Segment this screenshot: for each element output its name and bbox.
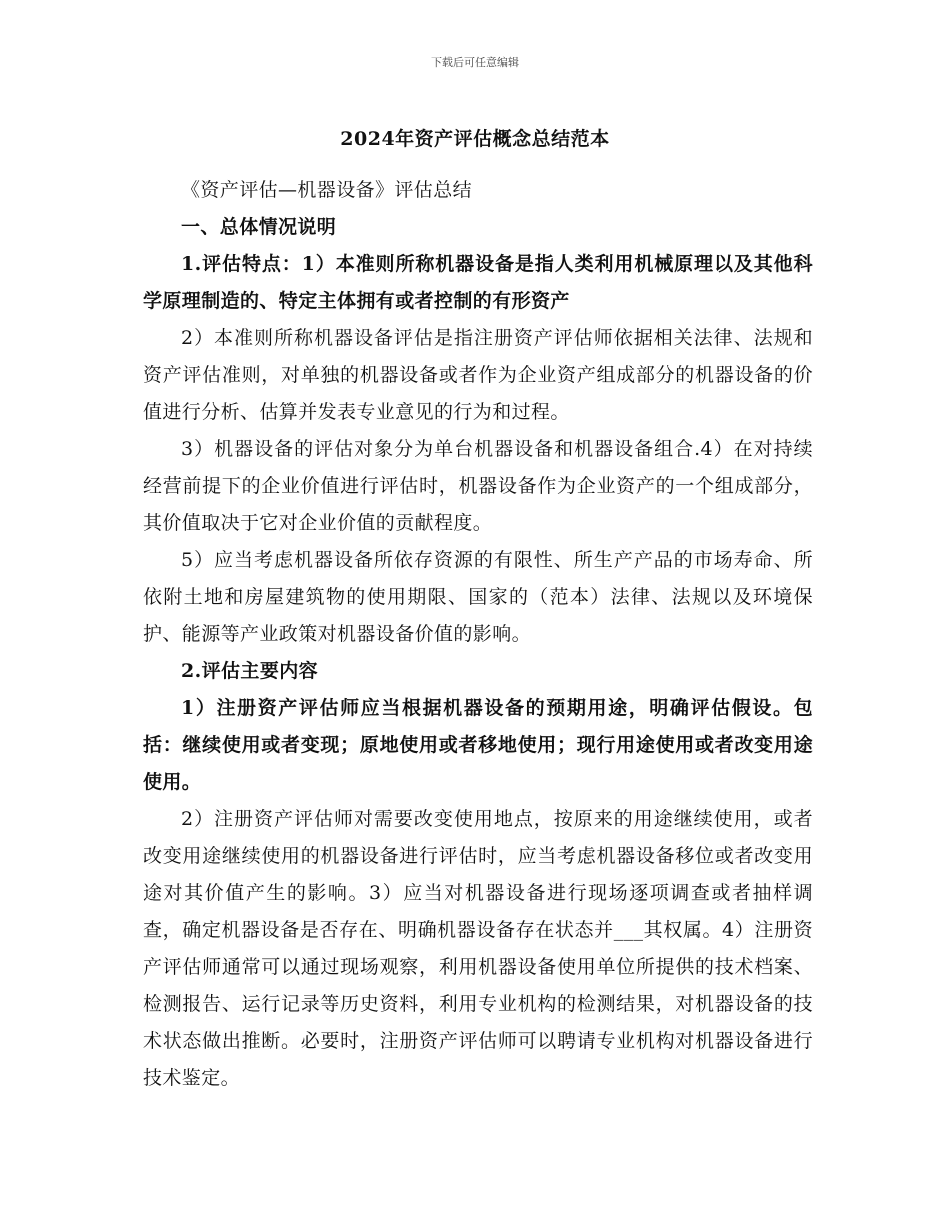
paragraph-evaluation-object: 3）机器设备的评估对象分为单台机器设备和机器设备组合.4）在对持续经营前提下的企业价值进行评估时，机器设备作为企业资产的一个组成部分，其价值取决于它对企业价值的贡献程度。 (143, 438, 813, 534)
document-title: 2024年资产评估概念总结范本 (340, 128, 610, 150)
paragraph-evaluation-features: 1.评估特点：1）本准则所称机器设备是指人类利用机械原理以及其他科学原理制造的、特定主体拥有或者控制的有形资产 (143, 253, 813, 312)
paragraph-assumptions: 1）注册资产评估师应当根据机器设备的预期用途，明确评估假设。包括：继续使用或者变现；原地使用或者移地使用；现行用途使用或者改变用途使用。 (143, 697, 813, 793)
paragraph-definition: 2）本准则所称机器设备评估是指注册资产评估师依据相关法律、法规和资产评估准则，对单独的机器设备或者作为企业资产组成部分的机器设备的价值进行分析、估算并发表专业意见的行为和过程。 (143, 327, 813, 423)
section-heading-overview: 一、总体情况说明 (181, 216, 337, 238)
document-body (143, 172, 813, 1097)
section-heading-main-content: 2.评估主要内容 (181, 660, 319, 682)
header-note: 下载后可任意编辑 (431, 56, 519, 69)
paragraph-relocation: 2）注册资产评估师对需要改变使用地点，按原来的用途继续使用，或者改变用途继续使用的机器设备进行评估时，应当考虑机器设备移位或者改变用途对其价值产生的影响。3）应当对机器设备进行现场逐项调查或者抽样调查，确定机器设备是否存在、明确机器设备存在状态并___其权属。4）注册资产评估师通常可以通过现场观察，利用机器设备使用单位所提供的技术档案、检测报告、运行记录等历史资料，利用专业机构的检测结果，对机器设备的技术状态做出推断。必要时，注册资产评估师可以聘请专业机构对机器设备进行技术鉴定。 (143, 808, 813, 1089)
paragraph-considerations: 5）应当考虑机器设备所依存资源的有限性、所生产产品的市场寿命、所依附土地和房屋建筑物的使用期限、国家的（范本）法律、法规以及环境保护、能源等产业政策对机器设备价值的影响。 (143, 549, 813, 645)
paragraph-subtitle: 《资产评估—机器设备》评估总结 (181, 179, 473, 201)
